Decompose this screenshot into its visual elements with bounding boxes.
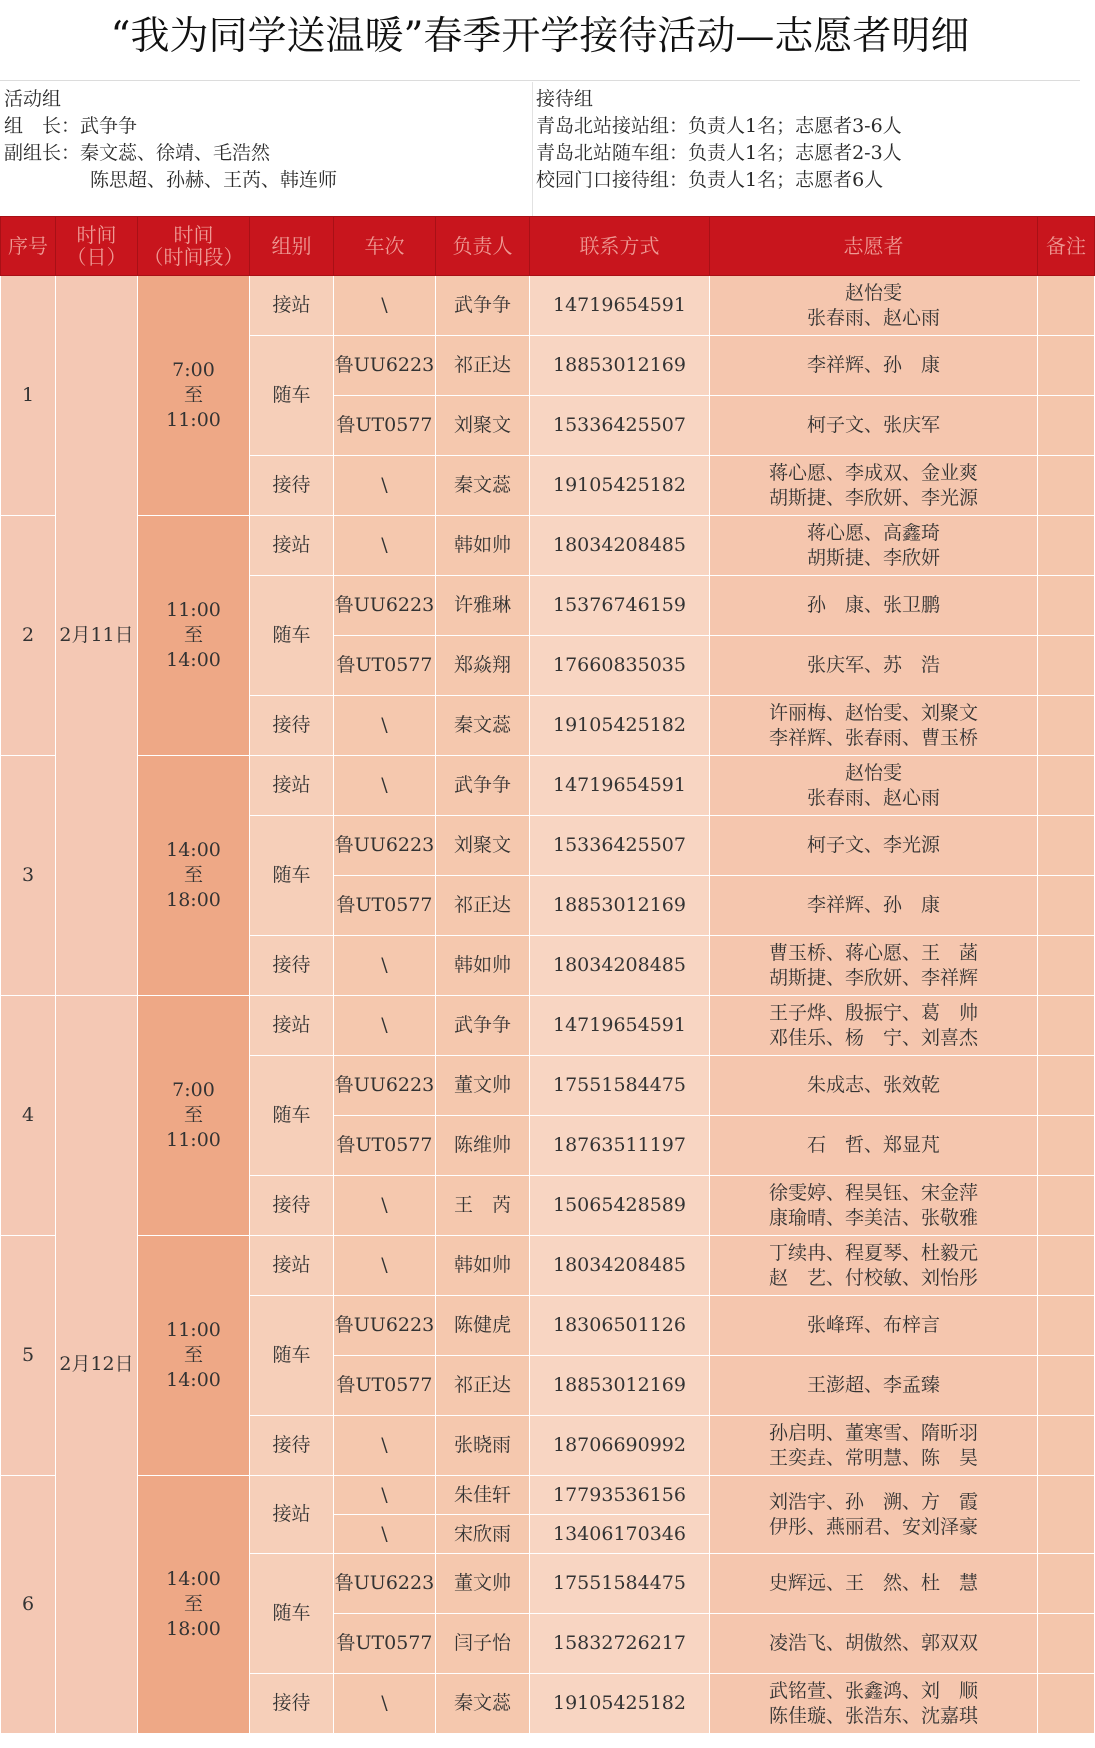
phone-cell: 14719654591 [530,756,710,816]
train-cell: \ [334,1176,436,1236]
schedule-table [0,216,1095,1734]
time-cell: 14:00 至 18:00 [138,1476,250,1734]
note-cell [1038,276,1095,336]
note-cell [1038,516,1095,576]
document-title: “我为同学送温暖”春季开学接待活动—志愿者明细 [0,0,1080,81]
header-leader: 负责人 [436,217,530,276]
group-cell: 接待 [250,1674,334,1734]
group-cell: 随车 [250,576,334,696]
activity-group-deputy-continued: 陈思超、孙赫、王芮、韩连师 [90,169,338,191]
train-cell: 鲁UT0577 [334,1356,436,1416]
leader-cell: 祁正达 [436,1356,530,1416]
volunteers-cell: 徐雯婷、程昊钰、宋金萍 康瑜晴、李美洁、张敬雅 [710,1176,1038,1236]
table-row [1,516,1095,576]
time-cell: 14:00 至 18:00 [138,756,250,996]
note-cell [1038,396,1095,456]
table-row [1,996,1095,1056]
train-cell: \ [334,696,436,756]
note-cell [1038,1674,1095,1734]
organization-info [0,82,1080,218]
train-cell: 鲁UU6223 [334,1554,436,1614]
table-row [1,756,1095,816]
header-time: 时间 （时间段） [138,217,250,276]
train-cell: \ [334,1476,436,1515]
note-cell [1038,1356,1095,1416]
phone-cell: 18034208485 [530,936,710,996]
leader-cell: 秦文蕊 [436,456,530,516]
table-row [1,1476,1095,1515]
train-cell: \ [334,756,436,816]
note-cell [1038,1056,1095,1116]
train-cell: \ [334,936,436,996]
leader-cell: 董文帅 [436,1554,530,1614]
activity-group-leader: 组 长：武争争 [4,115,138,137]
leader-cell: 闫子怡 [436,1614,530,1674]
group-cell: 接站 [250,996,334,1056]
group-cell: 接待 [250,1176,334,1236]
note-cell [1038,876,1095,936]
leader-cell: 武争争 [436,756,530,816]
reception-group-line: 青岛北站随车组：负责人1名；志愿者2-3人 [536,142,902,164]
leader-cell: 刘聚文 [436,816,530,876]
seq-cell: 5 [1,1236,56,1476]
leader-cell: 刘聚文 [436,396,530,456]
note-cell [1038,996,1095,1056]
train-cell: 鲁UT0577 [334,1614,436,1674]
group-cell: 随车 [250,336,334,456]
group-cell: 随车 [250,1056,334,1176]
train-cell: \ [334,1236,436,1296]
activity-group-deputy: 副组长：秦文蕊、徐靖、毛浩然 [4,142,271,164]
note-cell [1038,456,1095,516]
note-cell [1038,1236,1095,1296]
leader-cell: 张晓雨 [436,1416,530,1476]
volunteers-cell: 李祥辉、孙 康 [710,336,1038,396]
train-cell: 鲁UU6223 [334,1296,436,1356]
train-cell: \ [334,276,436,336]
leader-cell: 韩如帅 [436,516,530,576]
activity-group-block [4,86,337,194]
header-train: 车次 [334,217,436,276]
leader-cell: 许雅琳 [436,576,530,636]
volunteers-cell: 朱成志、张效乾 [710,1056,1038,1116]
phone-cell: 18763511197 [530,1116,710,1176]
table-row [1,1236,1095,1296]
group-cell: 接待 [250,1416,334,1476]
leader-cell: 武争争 [436,996,530,1056]
phone-cell: 18034208485 [530,516,710,576]
seq-cell: 6 [1,1476,56,1734]
activity-group-heading: 活动组 [4,88,62,110]
train-cell: \ [334,1674,436,1734]
volunteers-cell: 武铭萱、张鑫鸿、刘 顺 陈佳璇、张浩东、沈嘉琪 [710,1674,1038,1734]
reception-group-line: 青岛北站接站组：负责人1名；志愿者3-6人 [536,115,902,137]
group-cell: 接站 [250,756,334,816]
train-cell: 鲁UT0577 [334,876,436,936]
note-cell [1038,1176,1095,1236]
phone-cell: 13406170346 [530,1515,710,1554]
reception-group-heading: 接待组 [536,88,594,110]
seq-cell: 4 [1,996,56,1236]
group-cell: 接站 [250,516,334,576]
date-cell: 2月12日 [56,996,138,1734]
phone-cell: 19105425182 [530,696,710,756]
note-cell [1038,1296,1095,1356]
train-cell: \ [334,1416,436,1476]
volunteers-cell: 曹玉桥、蒋心愿、王 菡 胡斯捷、李欣妍、李祥辉 [710,936,1038,996]
header-seq: 序号 [1,217,56,276]
volunteers-cell: 李祥辉、孙 康 [710,876,1038,936]
phone-cell: 15336425507 [530,816,710,876]
leader-cell: 祁正达 [436,336,530,396]
phone-cell: 17551584475 [530,1554,710,1614]
leader-cell: 秦文蕊 [436,1674,530,1734]
leader-cell: 宋欣雨 [436,1515,530,1554]
group-cell: 随车 [250,1296,334,1416]
volunteers-cell: 丁续冉、程夏琴、杜毅元 赵 艺、付校敏、刘怡彤 [710,1236,1038,1296]
phone-cell: 15065428589 [530,1176,710,1236]
phone-cell: 18853012169 [530,336,710,396]
leader-cell: 武争争 [436,276,530,336]
note-cell [1038,1476,1095,1554]
leader-cell: 祁正达 [436,876,530,936]
note-cell [1038,696,1095,756]
note-cell [1038,636,1095,696]
note-cell [1038,1416,1095,1476]
note-cell [1038,1614,1095,1674]
volunteers-cell: 赵怡雯 张春雨、赵心雨 [710,276,1038,336]
group-cell: 接待 [250,696,334,756]
train-cell: 鲁UU6223 [334,576,436,636]
leader-cell: 韩如帅 [436,936,530,996]
phone-cell: 15376746159 [530,576,710,636]
volunteers-cell: 蒋心愿、李成双、金业爽 胡斯捷、李欣妍、李光源 [710,456,1038,516]
header-phone: 联系方式 [530,217,710,276]
seq-cell: 1 [1,276,56,516]
phone-cell: 15832726217 [530,1614,710,1674]
train-cell: 鲁UU6223 [334,336,436,396]
phone-cell: 14719654591 [530,996,710,1056]
leader-cell: 董文帅 [436,1056,530,1116]
volunteers-cell: 赵怡雯 张春雨、赵心雨 [710,756,1038,816]
note-cell [1038,336,1095,396]
time-cell: 7:00 至 11:00 [138,276,250,516]
train-cell: 鲁UT0577 [334,1116,436,1176]
header-date: 时间 （日） [56,217,138,276]
group-cell: 随车 [250,816,334,936]
phone-cell: 18706690992 [530,1416,710,1476]
volunteers-cell: 柯子文、张庆军 [710,396,1038,456]
leader-cell: 韩如帅 [436,1236,530,1296]
group-cell: 随车 [250,1554,334,1674]
train-cell: \ [334,456,436,516]
header-note: 备注 [1038,217,1095,276]
phone-cell: 18853012169 [530,876,710,936]
volunteers-cell: 石 哲、郑显芃 [710,1116,1038,1176]
group-cell: 接站 [250,276,334,336]
phone-cell: 17660835035 [530,636,710,696]
volunteers-cell: 王子烨、殷振宁、葛 帅 邓佳乐、杨 宁、刘喜杰 [710,996,1038,1056]
phone-cell: 18853012169 [530,1356,710,1416]
train-cell: 鲁UT0577 [334,636,436,696]
train-cell: 鲁UU6223 [334,816,436,876]
volunteer-schedule [0,216,1086,1748]
leader-cell: 朱佳轩 [436,1476,530,1515]
volunteers-cell: 孙 康、张卫鹏 [710,576,1038,636]
train-cell: \ [334,1515,436,1554]
leader-cell: 秦文蕊 [436,696,530,756]
seq-cell: 3 [1,756,56,996]
leader-cell: 王 芮 [436,1176,530,1236]
reception-group-block [536,86,902,194]
volunteers-cell: 许丽梅、赵怡雯、刘聚文 李祥辉、张春雨、曹玉桥 [710,696,1038,756]
info-divider [532,82,533,216]
group-cell: 接站 [250,1236,334,1296]
leader-cell: 郑焱翔 [436,636,530,696]
phone-cell: 19105425182 [530,1674,710,1734]
time-cell: 11:00 至 14:00 [138,1236,250,1476]
group-cell: 接站 [250,1476,334,1554]
phone-cell: 15336425507 [530,396,710,456]
note-cell [1038,936,1095,996]
table-row [1,276,1095,336]
phone-cell: 18306501126 [530,1296,710,1356]
group-cell: 接待 [250,936,334,996]
note-cell [1038,1116,1095,1176]
group-cell: 接待 [250,456,334,516]
phone-cell: 17551584475 [530,1056,710,1116]
volunteers-cell: 张峰珲、布梓言 [710,1296,1038,1356]
train-cell: \ [334,516,436,576]
leader-cell: 陈维帅 [436,1116,530,1176]
volunteers-cell: 蒋心愿、高鑫琦 胡斯捷、李欣妍 [710,516,1038,576]
time-cell: 7:00 至 11:00 [138,996,250,1236]
volunteers-cell: 刘浩宇、孙 溯、方 霞 伊彤、燕丽君、安刘泽豪 [710,1476,1038,1554]
header-row [1,217,1095,276]
note-cell [1038,1554,1095,1614]
note-cell [1038,576,1095,636]
leader-cell: 陈健虎 [436,1296,530,1356]
time-cell: 11:00 至 14:00 [138,516,250,756]
volunteers-cell: 柯子文、李光源 [710,816,1038,876]
phone-cell: 14719654591 [530,276,710,336]
phone-cell: 18034208485 [530,1236,710,1296]
header-volunteers: 志愿者 [710,217,1038,276]
header-group: 组别 [250,217,334,276]
note-cell [1038,756,1095,816]
phone-cell: 19105425182 [530,456,710,516]
seq-cell: 2 [1,516,56,756]
train-cell: 鲁UU6223 [334,1056,436,1116]
date-cell: 2月11日 [56,276,138,996]
volunteers-cell: 张庆军、苏 浩 [710,636,1038,696]
reception-group-line: 校园门口接待组：负责人1名；志愿者6人 [536,169,884,191]
volunteers-cell: 孙启明、董寒雪、隋昕羽 王奕垚、常明慧、陈 昊 [710,1416,1038,1476]
volunteers-cell: 史辉远、王 然、杜 慧 [710,1554,1038,1614]
note-cell [1038,816,1095,876]
phone-cell: 17793536156 [530,1476,710,1515]
train-cell: 鲁UT0577 [334,396,436,456]
volunteers-cell: 凌浩飞、胡傲然、郭双双 [710,1614,1038,1674]
train-cell: \ [334,996,436,1056]
volunteers-cell: 王澎超、李孟臻 [710,1356,1038,1416]
